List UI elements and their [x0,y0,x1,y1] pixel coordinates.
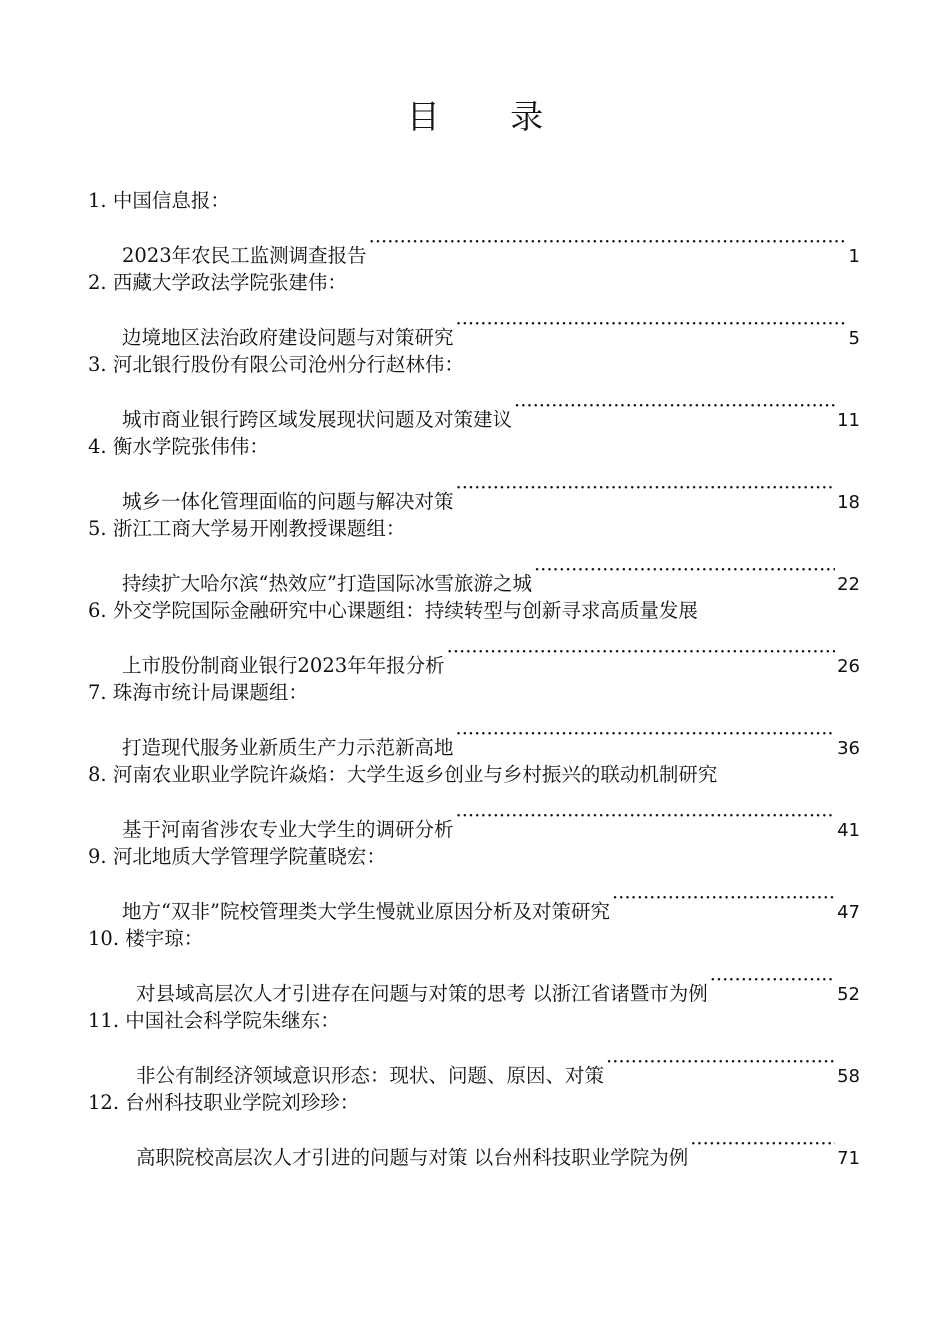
entry-page-number: 1 [848,246,860,267]
entry-number: 10. [88,927,120,950]
entry-number: 7. [88,681,107,704]
entry-page-number: 41 [837,820,860,841]
toc-entry[interactable] [88,180,860,267]
toc-entry[interactable] [88,836,860,923]
dot-leader [447,631,835,672]
toc-entry[interactable] [88,344,860,431]
entry-page-number: 71 [837,1148,860,1169]
entry-title: 上市股份制商业银行2023年年报分析 [122,654,445,677]
dot-leader [514,385,835,426]
dot-leader [534,549,835,590]
toc-entry[interactable] [88,508,860,595]
entry-number: 12. [88,1091,120,1114]
entry-page-number: 47 [837,902,860,923]
toc-entry[interactable] [88,672,860,759]
entry-title: 基于河南省涉农专业大学生的调研分析 [122,818,454,841]
entry-number: 9. [88,845,107,868]
entry-author: 楼宇琼： [125,927,204,950]
entry-title: 地方“双非”院校管理类大学生慢就业原因分析及对策研究 [122,900,610,923]
entry-number: 5. [88,517,107,540]
entry-number: 8. [88,763,107,786]
entry-title: 持续扩大哈尔滨“热效应”打造国际冰雪旅游之城 [122,572,532,595]
entry-page-number: 26 [837,656,860,677]
table-of-contents [88,180,860,1169]
entry-page-number: 18 [837,492,860,513]
dot-leader [612,877,835,918]
entry-page-number: 22 [837,574,860,595]
entry-author: 浙江工商大学易开刚教授课题组： [112,517,406,540]
entry-author: 河南农业职业学院许焱焰：大学生返乡创业与乡村振兴的联动机制研究 [112,763,718,786]
entry-number: 6. [88,599,107,622]
entry-author: 衡水学院张伟伟： [112,435,269,458]
dot-leader [690,1123,835,1164]
entry-page-number: 52 [837,984,860,1005]
entry-page-number: 11 [837,410,860,431]
entry-author: 河北地质大学管理学院董晓宏： [112,845,386,868]
entry-page-number: 5 [848,328,860,349]
dot-leader [456,713,836,754]
entry-author: 西藏大学政法学院张建伟： [112,271,347,294]
dot-leader [710,959,835,1000]
entry-title: 城乡一体化管理面临的问题与解决对策 [122,490,454,513]
entry-author: 中国社会科学院朱继东： [125,1009,340,1032]
dot-leader [456,795,836,836]
entry-number: 3. [88,353,107,376]
entry-title: 高职院校高层次人才引进的问题与对策 以台州科技职业学院为例 [136,1146,689,1169]
entry-author: 珠海市统计局课题组： [112,681,308,704]
dot-leader [369,221,847,262]
entry-author: 外交学院国际金融研究中心课题组：持续转型与创新寻求高质量发展 [112,599,698,622]
toc-entry[interactable] [88,754,860,841]
entry-title: 边境地区法治政府建设问题与对策研究 [122,326,454,349]
dot-leader [456,467,836,508]
entry-number: 1. [88,189,107,212]
entry-title: 打造现代服务业新质生产力示范新高地 [122,736,454,759]
entry-title: 城市商业银行跨区域发展现状问题及对策建议 [122,408,513,431]
toc-entry[interactable] [88,590,860,677]
entry-title: 对县域高层次人才引进存在问题与对策的思考 以浙江省诸暨市为例 [136,982,708,1005]
page-title: 目 录 [406,97,574,136]
entry-author: 中国信息报： [112,189,230,212]
entry-number: 11. [88,1009,120,1032]
dot-leader [606,1041,835,1082]
entry-number: 4. [88,435,107,458]
entry-title: 非公有制经济领域意识形态：现状、问题、原因、对策 [136,1064,605,1087]
entry-page-number: 58 [837,1066,860,1087]
entry-author: 台州科技职业学院刘珍珍： [125,1091,360,1114]
entry-page-number: 36 [837,738,860,759]
toc-entry[interactable] [88,262,860,349]
entry-number: 2. [88,271,107,294]
entry-title: 2023年农民工监测调查报告 [122,244,367,267]
entry-author: 河北银行股份有限公司沧州分行赵林伟： [112,353,464,376]
dot-leader [456,303,847,344]
